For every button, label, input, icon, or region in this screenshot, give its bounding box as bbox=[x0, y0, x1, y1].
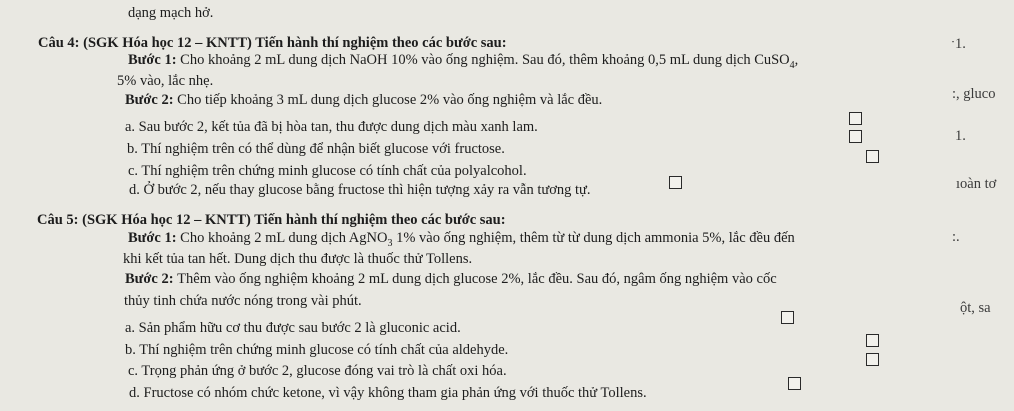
q5-step2 bbox=[125, 270, 777, 288]
q4-step1: Bước 1: Cho khoảng 2 mL dung dịch NaOH 10% vào ống nghiệm. Sau đó, thêm khoảng 0,5 mL dung dịch CuSO$_4$, bbox=[128, 52, 799, 71]
q5-step1-cont: khi kết tủa tan hết. Dung dịch thu được là thuốc thử Tollens. bbox=[123, 251, 473, 267]
q5-option-a-checkbox[interactable] bbox=[781, 311, 794, 324]
margin-fragment-2: :, gluco bbox=[952, 86, 996, 102]
q5-option-d-checkbox[interactable] bbox=[788, 377, 801, 390]
q4-header: Câu 4: (SGK Hóa học 12 – KNTT) Tiến hành thí nghiệm theo các bước sau: bbox=[38, 35, 507, 51]
q5-option-b-checkbox[interactable] bbox=[866, 334, 879, 347]
q5-option-a: a. Sản phẩm hữu cơ thu được sau bước 2 là gluconic acid. bbox=[125, 320, 461, 336]
q5-step1-text-cont: 1% vào ống nghiệm, thêm từ từ dung dịch ammonia 5%, lắc đều đến bbox=[392, 230, 795, 246]
q4-option-c: c. Thí nghiệm trên chứng minh glucose có tính chất của polyalcohol. bbox=[128, 163, 527, 179]
q5-step2-text: Thêm vào ống nghiệm khoảng 2 mL dung dịch glucose 2%, lắc đều. Sau đó, ngâm ống nghiệm vào cốc bbox=[177, 271, 777, 287]
q4-step2 bbox=[125, 91, 602, 109]
margin-fragment-6: ột, sa bbox=[960, 300, 991, 316]
q4-step1-text: Cho khoảng 2 mL dung dịch NaOH 10% vào ống nghiệm. Sau đó, thêm khoảng 0,5 mL dung dịch CuSO bbox=[180, 52, 790, 68]
q4-option-b: b. Thí nghiệm trên có thể dùng để nhận biết glucose với fructose. bbox=[127, 141, 505, 157]
q5-option-c: c. Trọng phản ứng ở bước 2, glucose đóng vai trò là chất oxi hóa. bbox=[128, 363, 507, 379]
q4-option-b-checkbox[interactable] bbox=[849, 130, 862, 143]
q5-option-d: d. Fructose có nhóm chức ketone, vì vậy không tham gia phản ứng với thuốc thử Tollens. bbox=[129, 385, 647, 401]
q4-step1-label: Bước 1: bbox=[128, 52, 181, 68]
q4-option-c-checkbox[interactable] bbox=[866, 150, 879, 163]
q4-step2-label: Bước 2: bbox=[125, 92, 178, 108]
q5-step1-subscript: 3 bbox=[387, 237, 393, 249]
q4-step1-subscript: 4 bbox=[789, 59, 795, 71]
q5-step1-label: Bước 1: bbox=[128, 230, 181, 246]
q4-option-a: a. Sau bước 2, kết tủa đã bị hòa tan, thu được dung dịch màu xanh lam. bbox=[125, 119, 538, 135]
q4-option-d-checkbox[interactable] bbox=[669, 176, 682, 189]
q5-step1 bbox=[128, 229, 795, 247]
q4-option-d: d. Ở bước 2, nếu thay glucose bằng fructose thì hiện tượng xảy ra vẫn tương tự. bbox=[129, 182, 591, 198]
q5-option-c-checkbox[interactable] bbox=[866, 353, 879, 366]
q5-step1-text: Cho khoảng 2 mL dung dịch AgNO bbox=[180, 230, 388, 246]
margin-fragment-5: :. bbox=[952, 229, 960, 245]
top-line: dạng mạch hở. bbox=[128, 5, 214, 21]
margin-fragment-1: ˑ1. bbox=[951, 36, 966, 52]
q5-header: Câu 5: (SGK Hóa học 12 – KNTT) Tiến hành thí nghiệm theo các bước sau: bbox=[37, 212, 506, 228]
q5-step2-cont: thủy tinh chứa nước nóng trong vài phút. bbox=[124, 293, 362, 309]
q5-option-b: b. Thí nghiệm trên chứng minh glucose có tính chất của aldehyde. bbox=[125, 342, 509, 358]
margin-fragment-4: ıoàn tơ bbox=[956, 176, 997, 192]
q4-step2-text: Cho tiếp khoảng 3 mL dung dịch glucose 2% vào ống nghiệm và lắc đều. bbox=[177, 92, 603, 108]
margin-fragment-3: 1. bbox=[955, 128, 966, 144]
q5-step2-label: Bước 2: bbox=[125, 271, 178, 287]
q4-step1-cont: 5% vào, lắc nhẹ. bbox=[117, 73, 214, 89]
q4-option-a-checkbox[interactable] bbox=[849, 112, 862, 125]
